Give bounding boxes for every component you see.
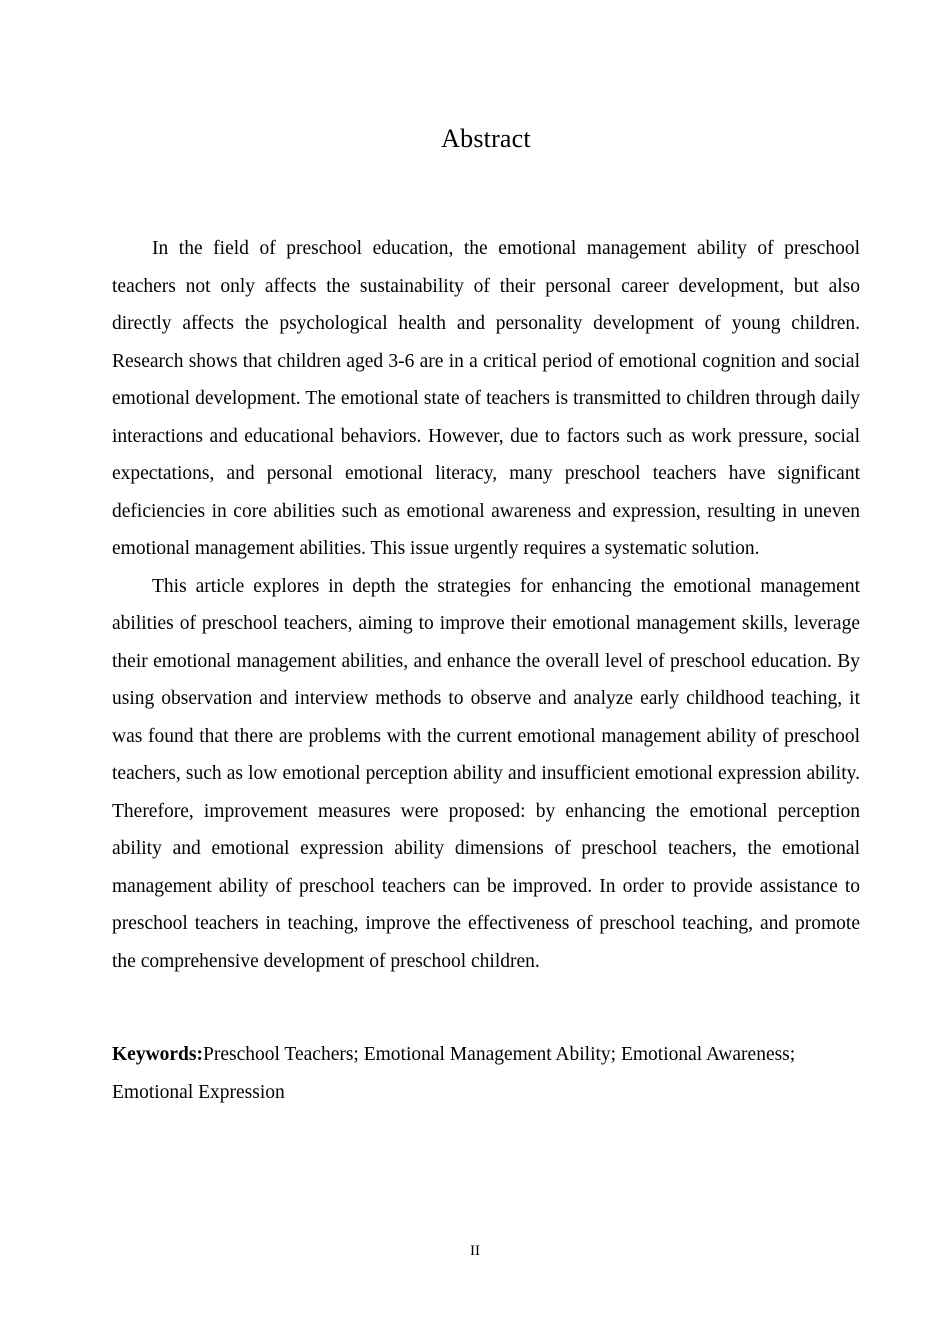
keywords-section	[112, 1036, 860, 1111]
abstract-body	[112, 152, 860, 980]
page-content	[112, 0, 860, 1111]
page-title: Abstract	[441, 124, 531, 153]
keywords-label: Keywords:	[112, 1044, 203, 1065]
abstract-paragraph-1: In the field of preschool education, the emotional management ability of preschool teachers not only affects the sustainability of their personal career development, but also directly affects the psychological health and personality development of young children. Research shows that children aged 3-6 are in a critical period of emotional cognition and social emotional development. The emotional state of teachers is transmitted to children through daily interactions and educational behaviors. However, due to factors such as work pressure, social expectations, and personal emotional literacy, many preschool teachers have significant deficiencies in core abilities such as emotional awareness and expression, resulting in uneven emotional management abilities. This issue urgently requires a systematic solution.	[112, 238, 860, 559]
keywords-list: Preschool Teachers; Emotional Management Ability; Emotional Awareness; Emotional Expression	[112, 1044, 796, 1103]
page-number: II	[470, 1243, 480, 1259]
abstract-paragraph-2: This article explores in depth the strategies for enhancing the emotional management abilities of preschool teachers, aiming to improve their emotional management skills, leverage their emotional management abilities, and enhance the overall level of preschool education. By using observation and interview methods to observe and analyze early childhood teaching, it was found that there are problems with the current emotional management ability of preschool teachers, such as low emotional perception ability and insufficient emotional expression ability. Therefore, improvement measures were proposed: by enhancing the emotional perception ability and emotional expression ability dimensions of preschool teachers, the emotional management ability of preschool teachers can be improved. In order to provide assistance to preschool teachers in teaching, improve the effectiveness of preschool teaching, and promote the comprehensive development of preschool children.	[112, 575, 860, 972]
